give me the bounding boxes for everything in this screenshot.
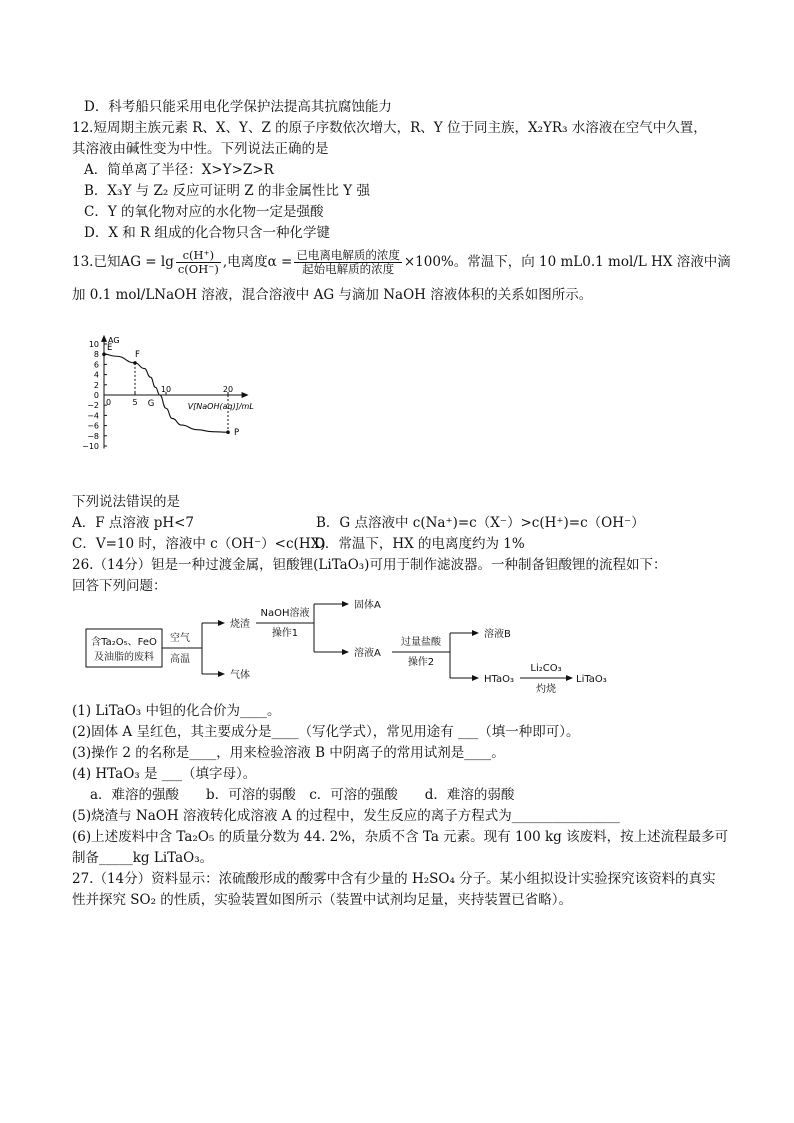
y-axis-arrow	[101, 335, 107, 342]
air-label: 空气	[170, 633, 190, 644]
solution-a-label: 溶液A	[354, 648, 381, 659]
operation1-label: 操作1	[271, 628, 299, 639]
high-temp-label: 高温	[170, 654, 190, 665]
q13-option-a: A．F 点溶液 pH<7	[72, 515, 195, 531]
x-tick-label: 5	[132, 398, 138, 407]
x-tick-label: 0	[106, 398, 112, 407]
alpha-numerator: 已电离电解质的浓度	[296, 248, 400, 262]
point-e	[102, 352, 106, 356]
point-label-p: P	[234, 428, 240, 439]
y-tick-label: −10	[82, 442, 99, 451]
q12-option-b: B．X₃Y 与 Z₂ 反应可证明 Z 的非金属性比 Y 强	[84, 183, 370, 199]
li2co3-label: Li₂CO₃	[530, 663, 562, 674]
q26-sub4: (4) HTaO₃ 是 ___（填字母）。	[72, 766, 257, 782]
y-tick-label: 10	[88, 340, 99, 349]
y-tick-label: −2	[87, 401, 99, 411]
q12-stem: 12.短周期主族元素 R、X、Y、Z 的原子序数依次增大，R、Y 位于同主族，X₂YR₃ 水溶液在空气中久置，	[72, 120, 707, 136]
point-label-f: F	[135, 349, 140, 360]
naoh-label: NaOH溶液	[260, 608, 310, 619]
q26-sub2: (2)固体 A 呈红色，其主要成分是____（写化学式），常见用途有 ___（填一种即可）。	[72, 724, 580, 740]
q13-option-d: D．常温下，HX 的电离度约为 1%	[314, 536, 525, 552]
point-f	[133, 361, 137, 365]
ag-numerator: c(H⁺)	[176, 249, 221, 263]
solid-a-label: 固体A	[354, 600, 381, 611]
y-tick-label: 0	[93, 391, 99, 400]
q13-ag-def: 13.已知AG = lg	[72, 254, 174, 270]
slag-label: 烧渣	[230, 619, 250, 630]
raw-material-label: 含Ta₂O₅、FeO	[91, 637, 157, 648]
x-tick-label: 20	[222, 385, 234, 394]
y-tick-label: 6	[93, 360, 99, 370]
q26-sub5: (5)烧渣与 NaOH 溶液转化成溶液 A 的过程中，发生反应的离子方程式为________________	[72, 808, 620, 824]
q13-stem-cont: 加 0.1 mol/LNaOH 溶液，混合溶液中 AG 与滴加 NaOH 溶液体积的关系如图所示。	[72, 287, 593, 303]
x-tick-label: 10	[160, 385, 172, 394]
q13-option-b: B．G 点溶液中 c(Na⁺)=c（X⁻）>c(H⁺)=c（OH⁻）	[316, 515, 645, 531]
q13-stem-end: ×100%。常温下，向 10 mL0.1 mol/L HX 溶液中滴	[403, 254, 731, 270]
ag-fraction	[176, 249, 221, 276]
y-tick-label: 4	[93, 370, 99, 380]
q27-stem: 27.（14分）资料显示：浓硫酸形成的酸雾中含有少量的 H₂SO₄ 分子。某小组拟设计实验探究该资料的真实	[72, 871, 716, 887]
alpha-fraction	[294, 249, 402, 276]
point-label-e: E	[107, 343, 113, 354]
y-tick-label: 8	[93, 350, 99, 360]
y-tick-label: −6	[87, 421, 99, 431]
hcl-label: 过量盐酸	[401, 637, 441, 648]
q12-option-a: A．简单离了半径：X>Y>Z>R	[84, 162, 274, 178]
q13-stem	[72, 247, 731, 277]
process-flowchart	[80, 596, 620, 696]
q13-question: 下列说法错误的是	[72, 494, 180, 510]
q26-sub6-cont: 制备_____kg LiTaO₃。	[72, 850, 214, 866]
q13-option-c: C．V=10 时，溶液中 c（OH⁻）<c(HX)	[72, 536, 326, 552]
point-p	[226, 430, 230, 434]
raw-material-label-2: 及油脂的废料	[94, 652, 154, 663]
point-label-g: G	[147, 399, 155, 409]
solution-b-label: 溶液B	[484, 629, 511, 640]
q13-alpha-def: ,电离度α =	[222, 254, 293, 270]
q12-stem-cont: 其溶液由碱性变为中性。下列说法正确的是	[72, 141, 329, 157]
q27-stem-cont: 性并探究 SO₂ 的性质，实验装置如图所示（装置中试剂均足量，夹持装置已省略）。	[72, 892, 573, 908]
product-label: LiTaO₃	[576, 674, 607, 685]
q26-stem-cont: 回答下列问题：	[72, 578, 167, 594]
y-axis-label: AG	[108, 335, 120, 345]
x-axis-label: V[NaOH(aq)]/mL	[187, 402, 254, 411]
htao3-label: HTaO₃	[484, 674, 514, 685]
y-tick-label: −4	[87, 411, 99, 421]
ag-denominator: c(OH⁻)	[177, 262, 219, 276]
q11-option-d: D．科考船只能采用电化学保护法提高其抗腐蚀能力	[84, 99, 392, 115]
alpha-denominator: 起始电解质的浓度	[302, 262, 395, 276]
calcine-label: 灼烧	[536, 684, 556, 695]
gas-label: 气体	[230, 670, 250, 681]
y-tick-label: −8	[87, 431, 99, 441]
operation2-label: 操作2	[407, 657, 435, 668]
y-tick-label: 2	[93, 380, 99, 390]
q26-sub4-options: a．难溶的强酸 b．可溶的弱酸 c．可溶的强酸 d．难溶的弱酸	[90, 787, 515, 803]
q26-sub3: (3)操作 2 的名称是____，用来检验溶液 B 中阴离子的常用试剂是____。	[72, 745, 505, 761]
q26-stem: 26.（14分）钽是一种过渡金属，钽酸锂(LiTaO₃)可用于制作滤波器。一种制备钽酸锂的流程如下：	[72, 557, 667, 573]
x-axis-arrow	[242, 392, 249, 398]
q12-option-d: D．X 和 R 组成的化合物只含一种化学键	[84, 225, 330, 241]
q26-sub6: (6)上述废料中含 Ta₂O₅ 的质量分数为 44. 2%，杂质不含 Ta 元素。现有 100 kg 该废料，按上述流程最多可	[72, 829, 729, 845]
q12-option-c: C．Y 的氧化物对应的水化物一定是强酸	[84, 204, 324, 220]
q26-sub1: (1) LiTaO₃ 中钽的化合价为____。	[72, 703, 281, 719]
ag-volume-chart	[70, 310, 280, 480]
